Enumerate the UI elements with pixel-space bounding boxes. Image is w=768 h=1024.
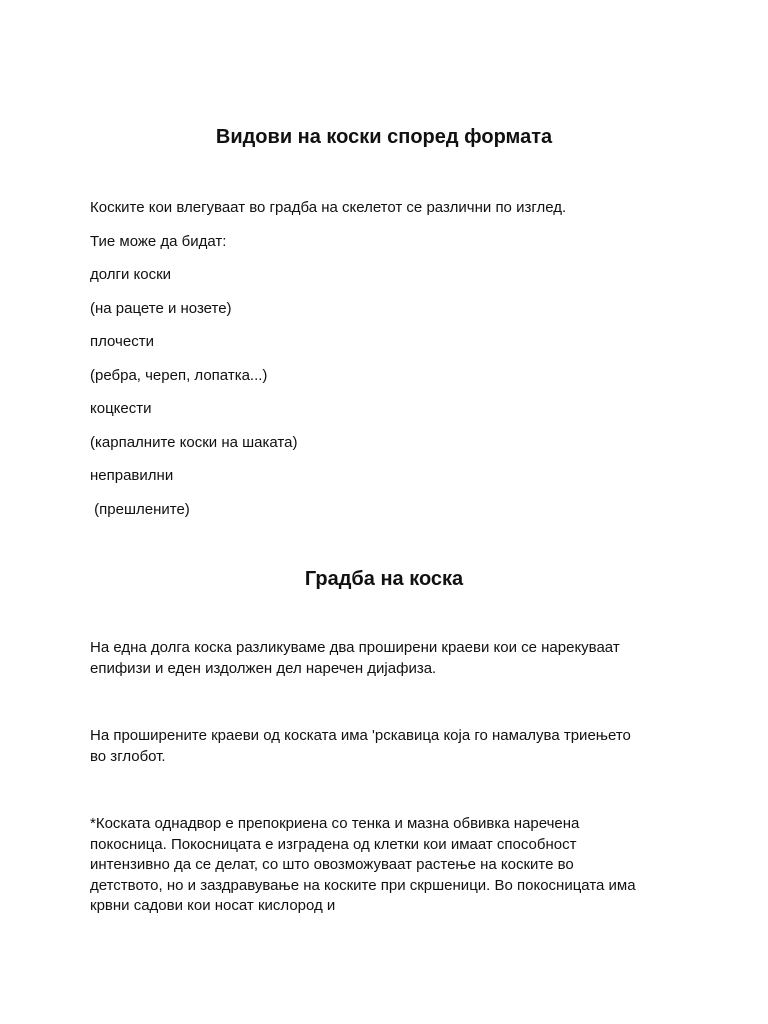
paragraph: На проширените краеви од коската има 'рскавица која го намалува триењето во зглобот. <box>90 727 631 765</box>
section-title-bone-structure: Градба на коска <box>304 568 464 590</box>
list-item: (прешлените) <box>90 500 190 518</box>
list-item: долги коски <box>90 266 172 283</box>
list-item: плочести <box>90 333 154 350</box>
paragraph: На една долга коска разликуваме два проширени краеви кои се нарекуваат епифизи и еден издолжен дел наречен дијафиза. <box>90 639 620 677</box>
section-title-bone-shapes: Видови на коски според формата <box>215 126 553 148</box>
list-item: коцкести <box>90 400 152 417</box>
list-item: (ребра, череп, лопатка...) <box>90 366 268 384</box>
list-item: Коските кои влегуваат во градба на скелетот се различни по изглед. <box>90 199 567 216</box>
list-item: (карпалните коски на шаката) <box>90 433 298 451</box>
list-item: (на рацете и нозете) <box>90 299 232 317</box>
list-item: неправилни <box>90 467 174 484</box>
list-item: Тие може да бидат: <box>90 232 227 250</box>
paragraph: *Коската однадвор е препокриена со тенка и мазна обвивка наречена покосница. Покосницата е изградена од клетки кои имаат способност интензивно да се делат, со што овозможуваат растење на коските во детството, но и заздравување на коските при скршеници. Во покосницата има крвни садови кои носат кислород и <box>90 815 636 914</box>
bone-types-list <box>90 198 690 533</box>
